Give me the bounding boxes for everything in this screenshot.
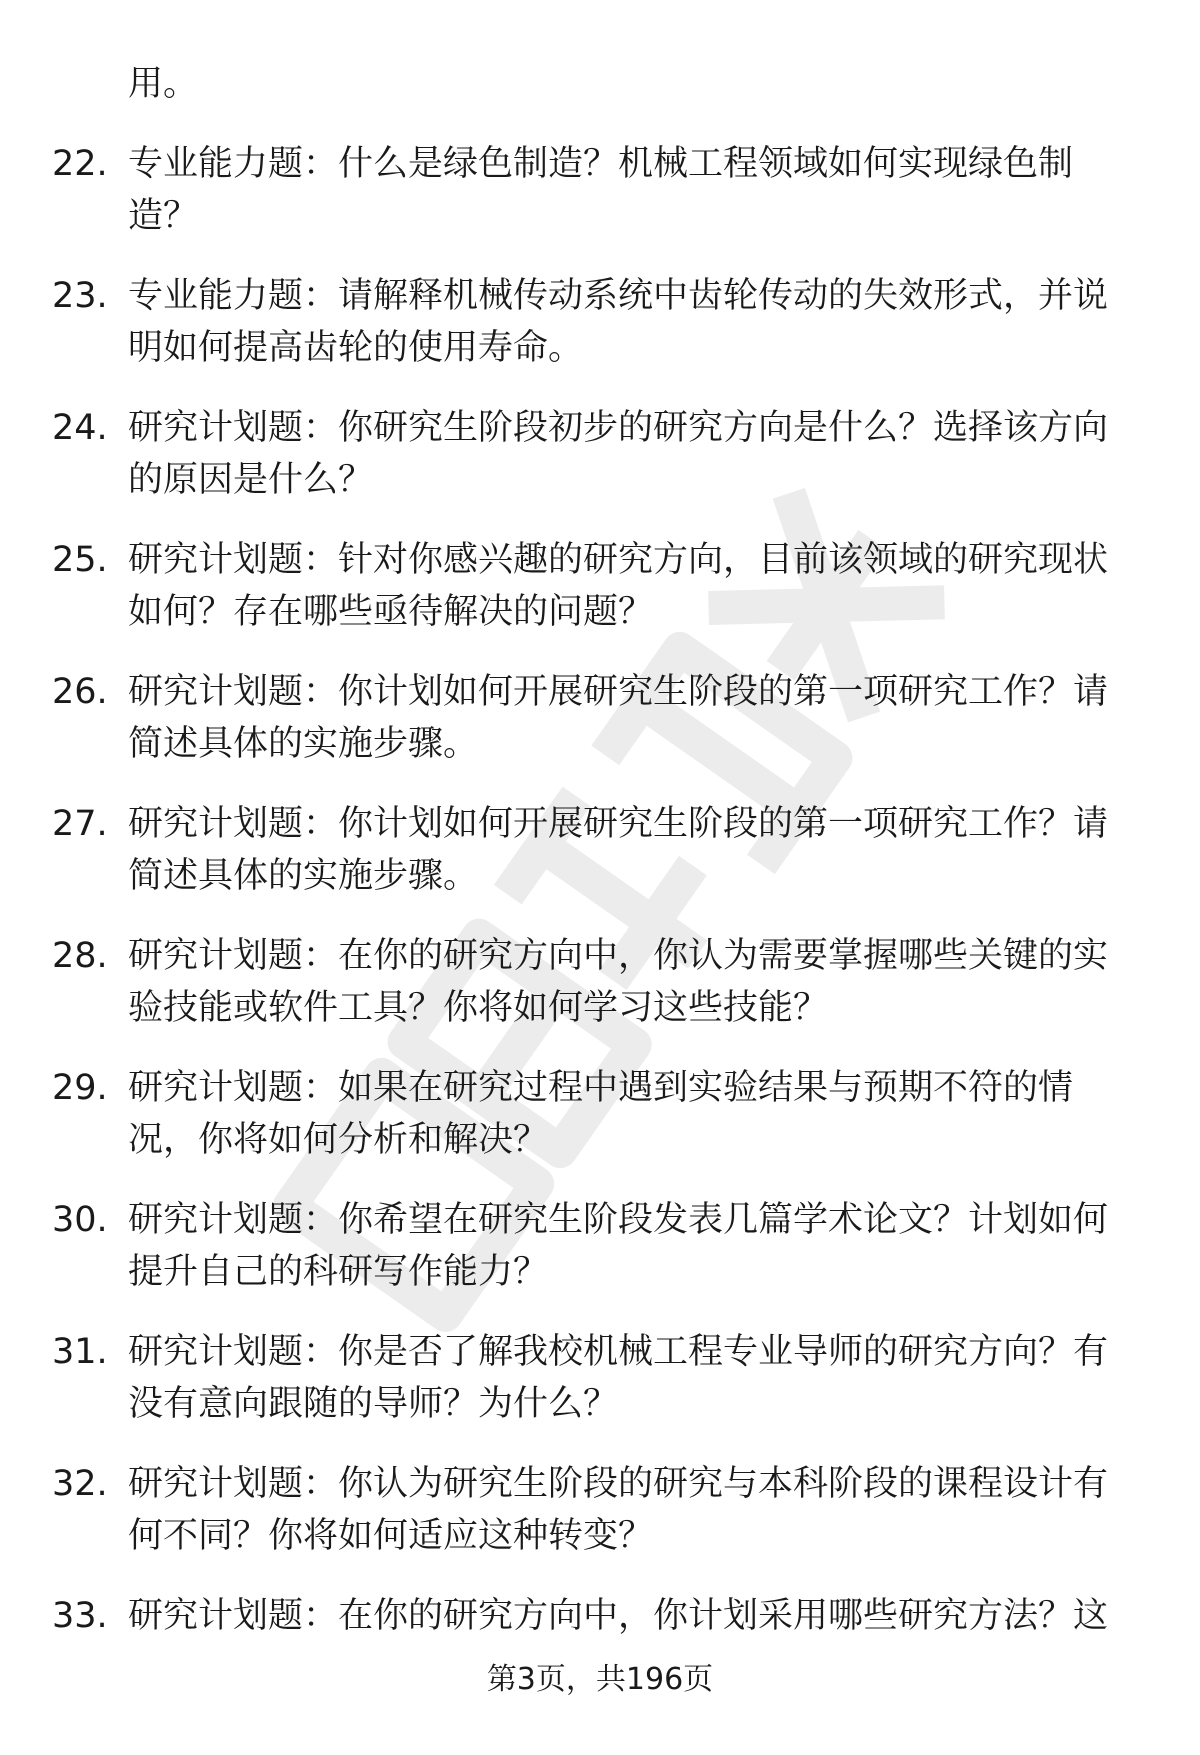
- question-text: 研究计划题：你计划如何开展研究生阶段的第一项研究工作？请简述具体的实施步骤。: [128, 672, 1109, 764]
- question-number: 32.: [52, 1464, 108, 1504]
- question-text: 研究计划题：你希望在研究生阶段发表几篇学术论文？计划如何提升自己的科研写作能力？: [128, 1200, 1109, 1292]
- question-text: 专业能力题：什么是绿色制造？机械工程领域如何实现绿色制造？: [128, 144, 1074, 236]
- list-item: [0, 798, 1200, 930]
- question-list: [0, 138, 1200, 1650]
- list-item: [0, 270, 1200, 402]
- list-item: [0, 1326, 1200, 1458]
- list-item: [0, 1590, 1200, 1650]
- question-text: 研究计划题：在你的研究方向中，你认为需要掌握哪些关键的实验技能或软件工具？你将如何学习这些技能？: [128, 936, 1109, 1028]
- list-item: [0, 1458, 1200, 1590]
- question-text: 研究计划题：在你的研究方向中，你计划采用哪些研究方法？这: [128, 1596, 1109, 1636]
- list-item: [0, 138, 1200, 270]
- page-footer: 第3页，共196页: [486, 1662, 714, 1697]
- list-item: [0, 1062, 1200, 1194]
- list-item: [0, 930, 1200, 1062]
- question-text: 研究计划题：你计划如何开展研究生阶段的第一项研究工作？请简述具体的实施步骤。: [128, 804, 1109, 896]
- list-item: [0, 1194, 1200, 1326]
- question-number: 31.: [52, 1332, 108, 1372]
- question-text: 研究计划题：如果在研究过程中遇到实验结果与预期不符的情况，你将如何分析和解决？: [128, 1068, 1074, 1160]
- question-number: 33.: [52, 1596, 108, 1636]
- question-text: 研究计划题：你认为研究生阶段的研究与本科阶段的课程设计有何不同？你将如何适应这种转变？: [128, 1464, 1109, 1556]
- question-number: 24.: [52, 408, 108, 448]
- continuation-text: 用。: [128, 64, 199, 104]
- question-number: 25.: [52, 540, 108, 580]
- question-number: 22.: [52, 144, 108, 184]
- question-text: 研究计划题：你研究生阶段初步的研究方向是什么？选择该方向的原因是什么？: [128, 408, 1109, 500]
- question-text: 研究计划题：你是否了解我校机械工程专业导师的研究方向？有没有意向跟随的导师？为什么？: [128, 1332, 1109, 1424]
- question-number: 28.: [52, 936, 108, 976]
- question-number: 29.: [52, 1068, 108, 1108]
- list-item: [0, 402, 1200, 534]
- question-number: 30.: [52, 1200, 108, 1240]
- question-number: 26.: [52, 672, 108, 712]
- question-number: 27.: [52, 804, 108, 844]
- question-number: 23.: [52, 276, 108, 316]
- question-text: 研究计划题：针对你感兴趣的研究方向，目前该领域的研究现状如何？存在哪些亟待解决的问题？: [128, 540, 1109, 632]
- list-item: [0, 534, 1200, 666]
- list-item: [0, 666, 1200, 798]
- question-text: 专业能力题：请解释机械传动系统中齿轮传动的失效形式，并说明如何提高齿轮的使用寿命。: [128, 276, 1109, 368]
